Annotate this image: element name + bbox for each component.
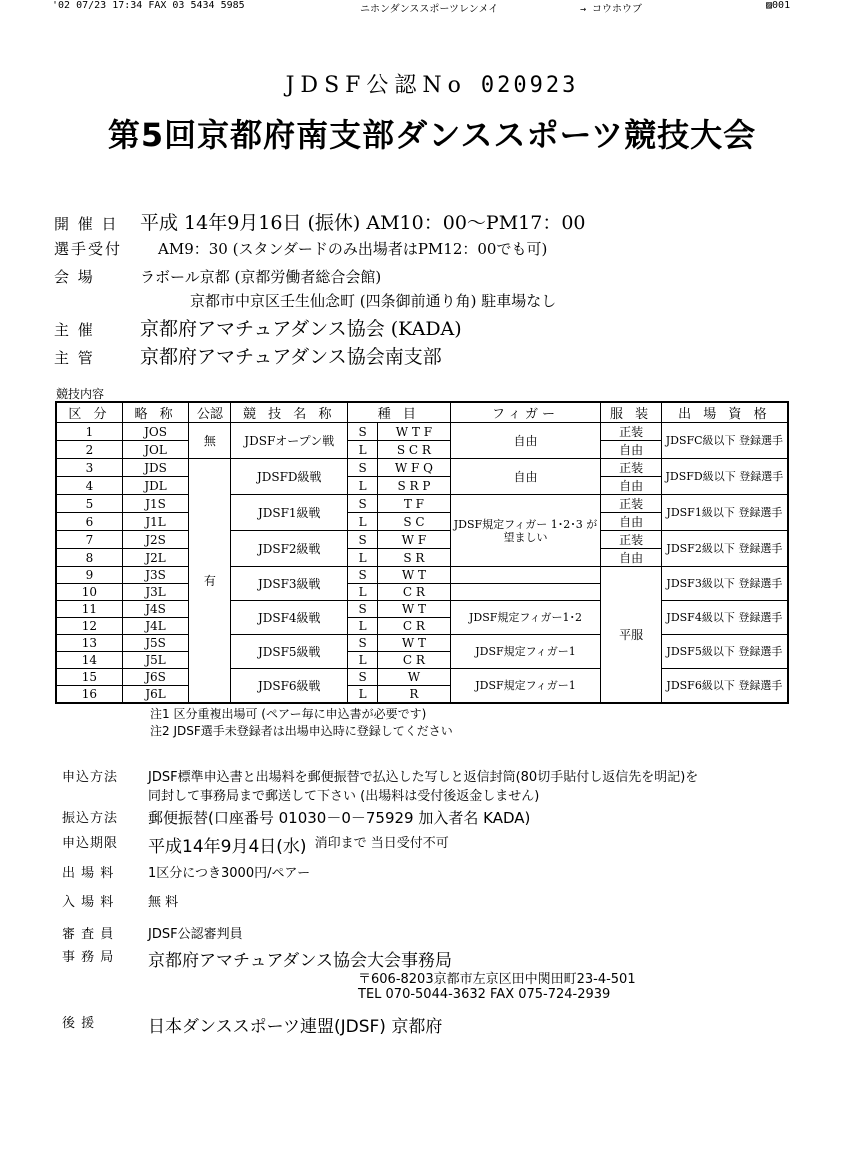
col-code: 略 称 — [122, 402, 188, 423]
table-row: 6 J1L L S C 自由 — [56, 513, 788, 531]
table-row: 14 J5L L C R — [56, 652, 788, 669]
transfer-method: 振込方法 郵便振替(口座番号 01030－0－75929 加入者名 KADA) — [62, 809, 531, 827]
office: 事 務 局 京都府アマチュアダンス協会大会事務局 — [62, 950, 452, 971]
office-phone: TEL 070-5044-3632 FAX 075-724-2939 — [358, 987, 611, 1002]
certification-number — [0, 68, 864, 99]
table-row: 3 JDS 有 JDSFD級戦 S W F Q 自由 正装 JDSFD級以下 登録選手 — [56, 459, 788, 477]
col-name: 競 技 名 称 — [231, 402, 348, 423]
col-kubun: 区 分 — [56, 402, 122, 423]
table-row: 5 J1S JDSF1級戦 S T F JDSF規定フィガー 1･2･3 が望ましい 正装 JDSF1級以下 登録選手 — [56, 495, 788, 513]
table-row: 8 J2L L S R 自由 — [56, 549, 788, 567]
col-figure: フィガー — [450, 402, 601, 423]
fax-page: ▨001 — [766, 0, 791, 11]
table-row: 9 J3S JDSF3級戦 S W T 平服 JDSF3級以下 登録選手 — [56, 567, 788, 584]
table-row: 15 J6S JDSF6級戦 S W JDSF規定フィガー1 JDSF6級以下 登録選手 — [56, 669, 788, 686]
info-manager: 主 管 京都府アマチュアダンス協会南支部 — [54, 346, 442, 368]
info-organizer: 主 催 京都府アマチュアダンス協会 (KADA) — [54, 318, 462, 340]
judges: 審 査 員 JDSF公認審判員 — [62, 927, 243, 942]
auth-yes: 有 — [189, 459, 231, 704]
table-row: 16 J6L L R — [56, 686, 788, 704]
fax-header — [0, 0, 864, 14]
dress-plain: 平服 — [601, 567, 661, 704]
col-auth: 公認 — [189, 402, 231, 423]
fax-datetime: '02 07/23 17:34 FAX 03 5434 5985 — [52, 0, 245, 11]
deadline: 申込期限 平成14年9月4日(水) 消印まで 当日受付不可 — [62, 836, 449, 857]
page-title: 第5回京都府南支部ダンススポーツ競技大会 — [107, 116, 757, 154]
table-header-row — [56, 402, 788, 423]
table-caption: 競技内容 — [56, 387, 105, 401]
cert-label: JDSF公認No — [285, 73, 467, 98]
table-row: 7 J2S JDSF2級戦 S W F 正装 JDSF2級以下 登録選手 — [56, 531, 788, 549]
cert-number: 020923 — [480, 73, 579, 98]
competition-table — [55, 401, 789, 704]
table-row: 10 J3L L C R — [56, 584, 788, 601]
col-qual: 出 場 資 格 — [661, 402, 788, 423]
office-address: 〒606-8203京都市左京区田中関田町23-4-501 — [358, 972, 636, 987]
info-reception: 選手受付 AM9：30 (スタンダードのみ出場者はPM12：00でも可) — [54, 240, 548, 258]
fax-recipient: → コウホウブ — [580, 4, 643, 15]
table-row: 1 JOS 無 JDSFオープン戦 S W T F 自由 正装 JDSFC級以下 登録選手 — [56, 423, 788, 441]
table-row: 2 JOL L S C R 自由 — [56, 441, 788, 459]
fax-sender: ニホンダンススポーツレンメイ — [360, 4, 499, 15]
sponsor: 後 援 日本ダンススポーツ連盟(JDSF) 京都府 — [62, 1016, 443, 1037]
admission-fee: 入 場 料 無 料 — [62, 895, 179, 910]
col-dance: 種 目 — [348, 402, 451, 423]
info-date: 開 催 日 平成 14年9月16日 (振休) AM10：00～PM17：00 — [54, 212, 586, 234]
table-row: 12 J4L L C R — [56, 618, 788, 635]
entry-fee: 出 場 料 1区分につき3000円/ペアー — [62, 866, 311, 881]
table-row: 4 JDL L S R P 自由 — [56, 477, 788, 495]
info-venue-address: 京都市中京区壬生仙念町 (四条御前通り角) 駐車場なし — [190, 292, 557, 310]
auth-none: 無 — [189, 423, 231, 459]
col-dress: 服 装 — [601, 402, 661, 423]
note-2: 注2 JDSF選手未登録者は出場申込時に登録してください — [150, 724, 453, 738]
note-1: 注1 区分重複出場可 (ペアー毎に申込書が必要です) — [150, 707, 427, 721]
apply-method: 申込方法 JDSF標準申込書と出場料を郵便振替で払込した写しと返信封筒(80切手貼付し返信先を明記)を 同封して事務局まで郵送して下さい (出場料は受付後返金しません) — [62, 770, 699, 804]
table-row: 11 J4S JDSF4級戦 S W T JDSF規定フィガー1･2 JDSF4級以下 登録選手 — [56, 601, 788, 618]
fax-page-icon: ▨ — [766, 0, 773, 11]
info-venue: 会 場 ラボール京都 (京都労働者総合会館) — [54, 268, 382, 286]
table-row: 13 J5S JDSF5級戦 S W T JDSF規定フィガー1 JDSF5級以下 登録選手 — [56, 635, 788, 652]
